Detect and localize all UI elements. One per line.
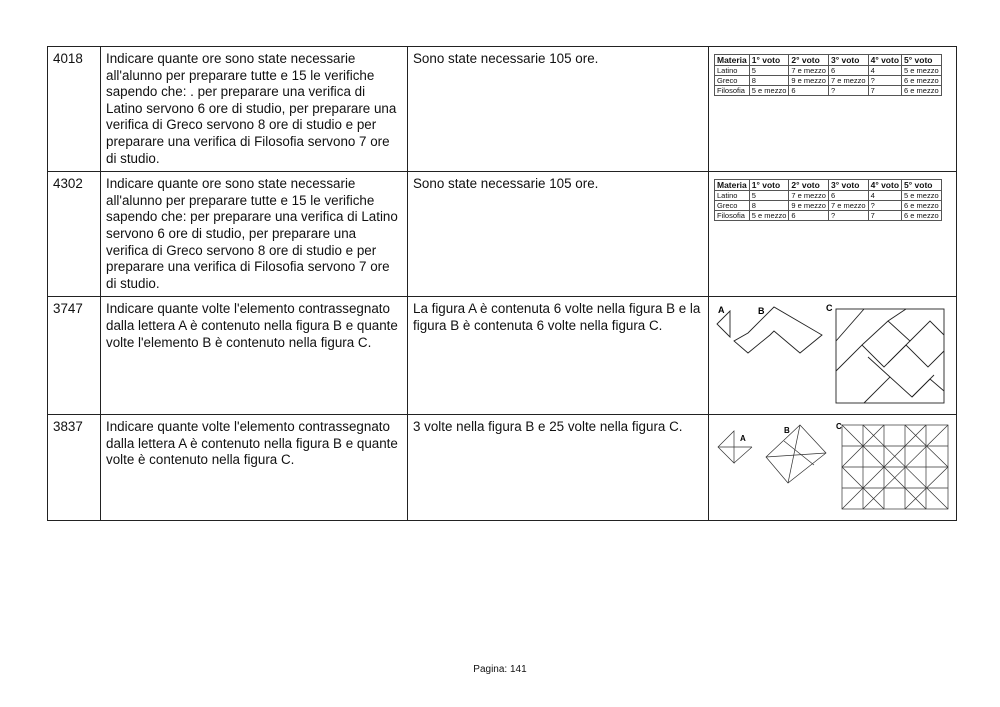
shape-b-line (788, 425, 800, 483)
shape-b-line (784, 441, 814, 465)
shape-b (766, 425, 826, 483)
figure-label-b: B (784, 425, 790, 435)
table-row (48, 297, 957, 415)
figure-label-a: A (740, 433, 746, 443)
page-number: Pagina: 141 (473, 664, 527, 675)
grades-cell: 9 e mezzo (789, 201, 829, 211)
shape-c-line (862, 321, 910, 363)
grades-cell: 6 e mezzo (902, 211, 942, 221)
grades-cell: Filosofia (715, 211, 750, 221)
grades-cell: ? (868, 76, 901, 86)
grades-table (714, 54, 942, 96)
grades-cell: Filosofia (715, 86, 750, 96)
figure-label-b: B (758, 306, 765, 317)
shapes-figure (709, 297, 957, 415)
figure-label-c: C (826, 303, 833, 314)
grades-header-cell: Materia (715, 55, 750, 66)
question-id: 3837 (48, 414, 101, 520)
figure-label-a: A (718, 305, 725, 316)
grades-header-cell: 1° voto (749, 180, 789, 191)
grades-cell: ? (828, 86, 868, 96)
grades-header-cell: 1° voto (749, 55, 789, 66)
grades-cell: Latino (715, 66, 750, 76)
grades-header-cell: 3° voto (828, 55, 868, 66)
grades-cell: Greco (715, 76, 750, 86)
table-row (48, 47, 957, 172)
tangram-figure (714, 301, 950, 405)
question-text: Indicare quante volte l'elemento contrassegnato dalla lettera A è contenuto nella figura B e quante volte l'elemento B è contenuto nella figura C. (101, 297, 408, 415)
question-id: 3747 (48, 297, 101, 415)
grades-cell: 6 (828, 191, 868, 201)
triangles-figure (714, 419, 950, 511)
grades-cell: 6 e mezzo (902, 201, 942, 211)
answer-text: 3 volte nella figura B e 25 volte nella figura C. (408, 414, 709, 520)
shape-b-line (766, 453, 826, 457)
question-text: Indicare quante ore sono state necessarie all'alunno per preparare tutte e 15 le verifiche sapendo che: per preparare una verifica di Latino servono 6 ore di studio, per preparare una verifica di Greco servono 8 ore di studio e per preparare una verifica di Filosofia servono 7 ore di studio. (101, 172, 408, 297)
grades-cell: 5 e mezzo (902, 191, 942, 201)
grades-cell: 7 e mezzo (789, 66, 829, 76)
grades-cell: 6 (828, 66, 868, 76)
shape-c-line (888, 309, 906, 321)
grades-cell: 7 (868, 211, 901, 221)
grades-header-cell: 5° voto (902, 55, 942, 66)
grades-header-cell: 3° voto (828, 180, 868, 191)
grades-figure (709, 172, 957, 297)
grades-cell: 7 e mezzo (828, 76, 868, 86)
grades-cell: 6 e mezzo (902, 86, 942, 96)
grades-cell: Greco (715, 201, 750, 211)
grades-cell: 7 e mezzo (828, 201, 868, 211)
grades-header-cell: 4° voto (868, 55, 901, 66)
grades-cell: 4 (868, 66, 901, 76)
table-row (48, 414, 957, 520)
grades-cell: 8 (749, 201, 789, 211)
grades-header-cell: Materia (715, 180, 750, 191)
grades-cell: Latino (715, 191, 750, 201)
grades-cell: 7 (868, 86, 901, 96)
question-id: 4302 (48, 172, 101, 297)
answer-text: Sono state necessarie 105 ore. (408, 47, 709, 172)
shape-c-line (836, 345, 944, 371)
grades-header-cell: 2° voto (789, 55, 829, 66)
shape-a-line (734, 447, 752, 463)
shape-c-line (864, 377, 944, 403)
grades-cell: 5 (749, 191, 789, 201)
grades-cell: ? (828, 211, 868, 221)
shape-b (734, 307, 822, 353)
answer-text: Sono state necessarie 105 ore. (408, 172, 709, 297)
grades-cell: 6 (789, 86, 829, 96)
grades-header-cell: 5° voto (902, 180, 942, 191)
grades-cell: 5 (749, 66, 789, 76)
grades-header-cell: 2° voto (789, 180, 829, 191)
grades-cell: 8 (749, 76, 789, 86)
figure-label-c: C (836, 421, 842, 431)
grades-cell: 6 e mezzo (902, 76, 942, 86)
grades-table (714, 179, 942, 221)
shape-c-line (912, 375, 934, 397)
shape-c-line (868, 357, 890, 377)
grades-cell: 5 e mezzo (902, 66, 942, 76)
grades-cell: 6 (789, 211, 829, 221)
grades-cell: 5 e mezzo (749, 86, 789, 96)
questions-table (47, 46, 957, 521)
grades-cell: 4 (868, 191, 901, 201)
grid-figure (709, 414, 957, 520)
shape-c-line (836, 309, 864, 341)
grades-figure (709, 47, 957, 172)
grades-header-cell: 4° voto (868, 180, 901, 191)
question-id: 4018 (48, 47, 101, 172)
grades-cell: 5 e mezzo (749, 211, 789, 221)
answer-text: La figura A è contenuta 6 volte nella figura B e la figura B è contenuta 6 volte nella figura C. (408, 297, 709, 415)
grades-cell: 9 e mezzo (789, 76, 829, 86)
question-text: Indicare quante ore sono state necessarie all'alunno per preparare tutte e 15 le verifiche sapendo che: . per preparare una verifica di Latino servono 6 ore di studio, per preparare una verifica di Greco servono 8 ore di studio e per preparare una verifica di Filosofia servono 7 ore di studio. (101, 47, 408, 172)
shape-c-line (910, 321, 944, 341)
grades-cell: ? (868, 201, 901, 211)
question-text: Indicare quante volte l'elemento contrassegnato dalla lettera A è contenuto nella figura B e quante volte è contenuto nella figura C. (101, 414, 408, 520)
table-row (48, 172, 957, 297)
grades-cell: 7 e mezzo (789, 191, 829, 201)
